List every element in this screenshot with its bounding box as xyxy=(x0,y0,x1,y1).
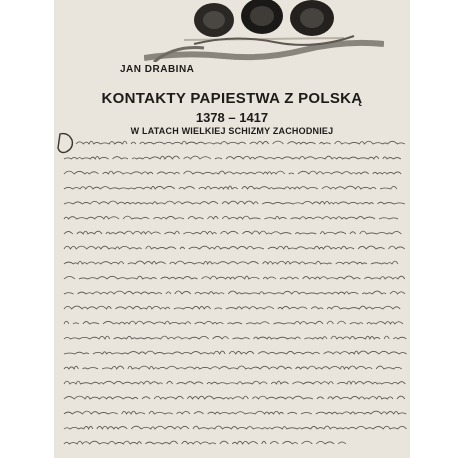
manuscript-line xyxy=(64,231,401,234)
manuscript-line xyxy=(64,171,405,174)
manuscript-line xyxy=(64,426,406,429)
manuscript-line xyxy=(76,141,405,144)
manuscript-line xyxy=(64,261,402,264)
manuscript-line xyxy=(64,396,405,399)
manuscript-line xyxy=(64,201,409,204)
manuscript-line xyxy=(64,381,409,384)
manuscript-line xyxy=(64,366,406,369)
book-title: KONTAKTY PAPIESTWA Z POLSKĄ xyxy=(101,90,363,107)
manuscript-illustration xyxy=(54,132,410,458)
manuscript-line xyxy=(64,216,402,219)
manuscript-line xyxy=(64,351,407,354)
manuscript-line xyxy=(64,246,405,249)
manuscript-line xyxy=(64,276,405,279)
manuscript-line xyxy=(64,441,346,444)
book-subtitle: W LATACH WIELKIEJ SCHIZMY ZACHODNIEJ xyxy=(130,126,334,136)
book-cover xyxy=(54,0,410,458)
author-name: JAN DRABINA xyxy=(120,64,195,75)
wax-seals-illustration xyxy=(144,0,384,62)
book-years: 1378 – 1417 xyxy=(195,110,269,125)
manuscript-line xyxy=(64,186,401,189)
manuscript-line xyxy=(64,156,401,159)
manuscript-line xyxy=(64,291,409,294)
manuscript-line xyxy=(64,306,404,309)
manuscript-line xyxy=(64,321,403,324)
manuscript-initial xyxy=(58,134,72,153)
manuscript-line xyxy=(64,336,406,339)
manuscript-line xyxy=(64,411,406,414)
